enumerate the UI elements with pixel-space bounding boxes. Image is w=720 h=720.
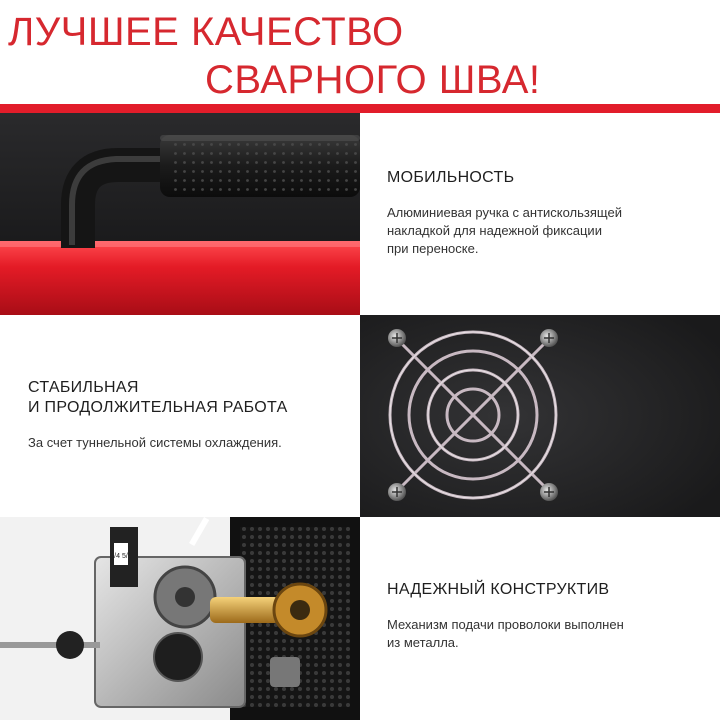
feature-stability <box>28 378 348 452</box>
wire-feeder-photo <box>0 517 360 720</box>
feeder-illustration <box>0 517 360 720</box>
fan-illustration <box>360 315 720 517</box>
feature-construction <box>387 580 697 652</box>
feature-description: За счет туннельной системы охлаждения. <box>28 435 282 450</box>
header <box>0 0 720 104</box>
feature-title-line: И ПРОДОЛЖИТЕЛЬНАЯ РАБОТА <box>28 399 288 416</box>
headline-line-1: ЛУЧШЕЕ КАЧЕСТВО <box>8 10 404 54</box>
feature-description-line: накладкой для надежной фиксации <box>387 223 602 238</box>
feature-title: МОБИЛЬНОСТЬ <box>387 169 515 186</box>
feature-description-line: Механизм подачи проволоки выполнен <box>387 617 624 632</box>
handle-photo <box>0 113 360 315</box>
feature-description <box>387 616 697 652</box>
handle-illustration <box>0 113 360 315</box>
feature-title: НАДЕЖНЫЙ КОНСТРУКТИВ <box>387 581 610 598</box>
feature-title-line: СТАБИЛЬНАЯ <box>28 379 139 396</box>
feature-description <box>387 204 697 258</box>
feature-description-line: Алюминиевая ручка с антискользящей <box>387 205 622 220</box>
feeder-sticker: 3/4 5/6 <box>110 553 132 560</box>
fan-grille-photo <box>360 315 720 517</box>
accent-divider <box>0 104 720 113</box>
feature-description-line: из металла. <box>387 635 459 650</box>
feature-mobility <box>387 168 697 258</box>
headline-line-2: СВАРНОГО ШВА! <box>205 58 541 102</box>
feature-title <box>28 378 348 418</box>
feature-description-line: при переноске. <box>387 241 479 256</box>
